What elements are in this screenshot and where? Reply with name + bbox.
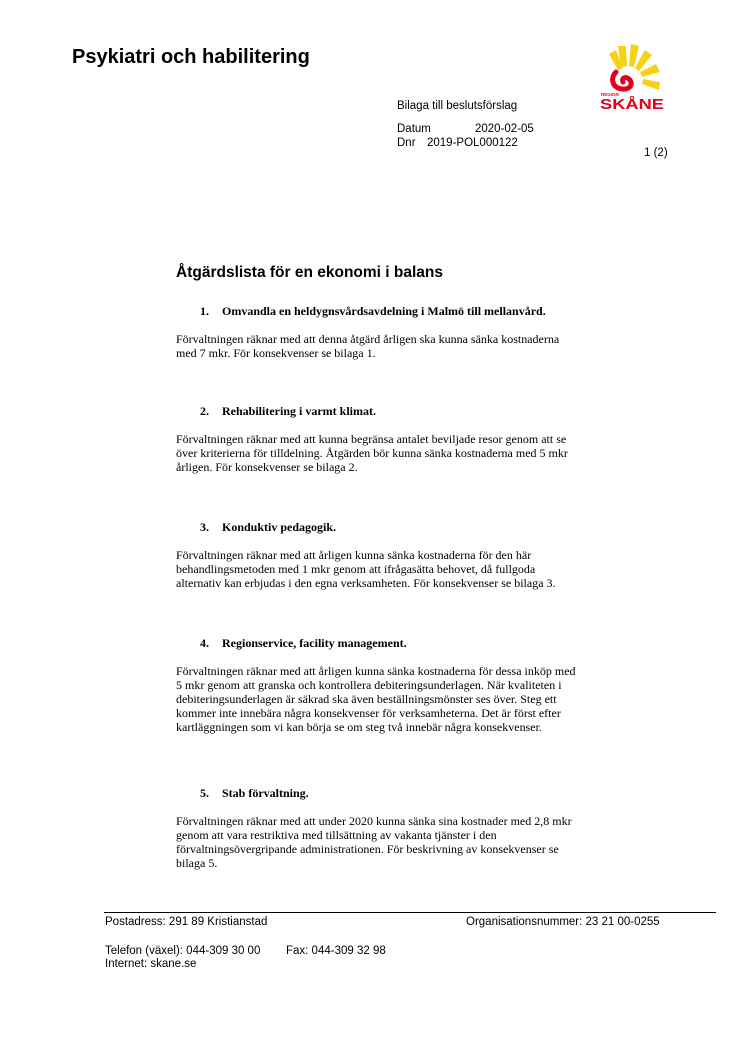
attachment-label: Bilaga till beslutsförslag [397,100,518,112]
document-heading: Åtgärdslista för en ekonomi i balans [176,264,444,281]
item-number: 1. [200,304,209,318]
item-number: 3. [200,520,209,534]
item-number: 5. [200,786,209,800]
item-title [200,786,309,801]
department-title: Psykiatri och habilitering [72,46,310,68]
body-line: förvaltningsövergripande administrationen. För beskrivning av konsekvenser se [176,842,559,856]
page-indicator: 1 (2) [644,147,668,159]
item-body [176,432,646,474]
body-line: 5 mkr genom att granska och kontrollera debiteringsunderlagen. När kvaliteten i [176,678,562,692]
item-title-text: Omvandla en heldygnsvårdsavdelning i Malmö till mellanvård. [222,304,546,318]
date-label: Datum [397,123,431,135]
footer-phone: Telefon (växel): 044-309 30 00 [105,945,261,957]
body-line: Förvaltningen räknar med att årligen kunna sänka kostnaderna för den här [176,548,532,562]
body-line: alternativ kan erbjudas i den egna verksamheten. För konsekvenser se bilaga 3. [176,576,556,590]
item-body [176,814,646,870]
sun-rays-icon [609,44,660,90]
body-line: Förvaltningen räknar med att årligen kunna sänka kostnaderna för dessa inköp med [176,664,576,678]
item-body [176,332,646,360]
footer-postal-address: Postadress: 291 89 Kristianstad [105,916,268,928]
footer-org-number: Organisationsnummer: 23 21 00-0255 [466,916,660,928]
body-line: Förvaltningen räknar med att kunna begränsa antalet beviljade resor genom att se [176,432,567,446]
item-number: 2. [200,404,209,418]
item-body [176,548,646,590]
body-line: behandlingsmetoden med 1 mkr genom att ifrågasätta behovet, då fullgoda [176,562,536,576]
body-line: över kriterierna för tilldelning. Åtgärden bör kunna sänka kostnaderna med 5 mkr [176,446,568,460]
body-line: genom att vara restriktiva med tillsättning av vakanta tjänster i den [176,828,497,842]
footer-internet[interactable]: Internet: skane.se [105,958,197,970]
item-title [200,520,336,535]
dnr-value: 2019-POL000122 [427,137,518,149]
item-body [176,664,646,734]
item-title-text: Rehabilitering i varmt klimat. [222,404,376,418]
body-line: med 7 mkr. För konsekvenser se bilaga 1. [176,346,376,360]
body-line: Förvaltningen räknar med att denna åtgärd årligen ska kunna sänka kostnaderna [176,332,560,346]
date-value: 2020-02-05 [475,123,534,135]
swirl-icon [613,72,632,89]
body-line: årligen. För konsekvenser se bilaga 2. [176,460,358,474]
body-line: Förvaltningen räknar med att under 2020 kunna sänka sina kostnader med 2,8 mkr [176,814,572,828]
region-skane-logo [596,42,668,112]
item-number: 4. [200,636,209,650]
body-line: bilaga 5. [176,856,218,870]
item-title [200,304,546,319]
logo-small-text: REGION [601,92,619,97]
item-title [200,636,407,651]
body-line: kommer inte innebära några konsekvenser för verksamheterna. Det är först efter [176,706,561,720]
item-title-text: Konduktiv pedagogik. [222,520,337,534]
item-title [200,404,376,419]
item-title-text: Stab förvaltning. [222,786,309,800]
footer-fax: Fax: 044-309 32 98 [286,945,386,957]
dnr-label: Dnr [397,137,416,149]
item-title-text: Regionservice, facility management. [222,636,407,650]
body-line: debiteringsunderlagen är säkrad ska även beställningsmönster ses över. Steg ett [176,692,557,706]
logo-word: SKÅNE [600,96,664,112]
body-line: kartläggningen som vi kan börja se om steg två innebär några konsekvenser. [176,720,542,734]
footer-divider [104,912,716,913]
